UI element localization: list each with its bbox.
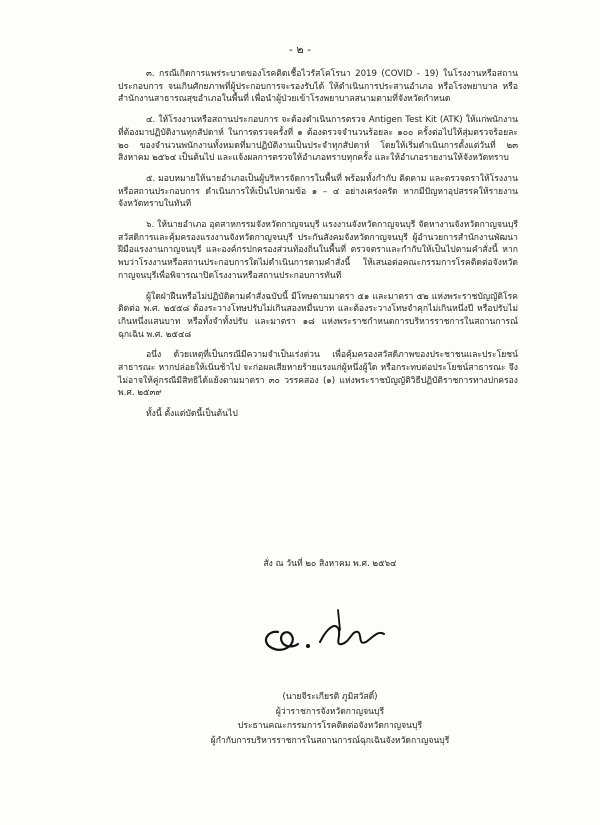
paragraph-item-3: ๓. กรณีเกิดการแพร่ระบาดของโรคติดเชื้อไวรัสโคโรนา 2019 (COVID - 19) ในโรงงานหรือสถานประกอบการ จนเกินศักยภาพที่ผู้ประกอบการจะรองรับได้ ให้ดำเนินการประสานอำเภอ หรือโรงพยาบาล หรือสำนักงานสาธารณสุขอำเภอในพื้นที่ เพื่อนำผู้ป่วยเข้าโรงพยาบาลสนามตามที่จังหวัดกำหนด <box>118 69 518 105</box>
signer-position-governor: ผู้ว่าราชการจังหวัดกาญจนบุรี <box>275 706 385 717</box>
signer-name: (นายจีระเกียรติ ภูมิสวัสดิ์) <box>282 692 378 702</box>
paragraph-penalty: ผู้ใดฝ่าฝืนหรือไม่ปฏิบัติตามคำสั่งฉบับนี้ มีโทษตามมาตรา ๕๑ และมาตรา ๕๒ แห่งพระราชบัญญัติโรคติดต่อ พ.ศ. ๒๕๕๘ ต้องระวางโทษปรับไม่เกินสองหมื่นบาท และต้องระวางโทษจำคุกไม่เกินหนึ่งปี หรือปรับไม่เกินหนึ่งแสนบาท หรือทั้งจำทั้งปรับ และมาตรา ๑๘ แห่งพระราชกำหนดการบริหารราชการในสถานการณ์ฉุกเฉิน พ.ศ. ๒๕๔๘ <box>118 291 518 340</box>
paragraph-urgency: อนึ่ง ด้วยเหตุที่เป็นกรณีมีความจำเป็นเร่งด่วน เพื่อคุ้มครองสวัสดิภาพของประชาชนและประโยชน์สาธารณะ หากปล่อยให้เนิ่นช้าไป จะก่อผลเสียหายร้ายแรงแก่ผู้หนึ่งผู้ใด หรือกระทบต่อประโยชน์สาธารณะ จึงไม่อาจให้คู่กรณีมีสิทธิได้แย้งตามมาตรา ๓๐ วรรคสอง (๑) แห่งพระราชบัญญัติวิธีปฏิบัติราชการทางปกครอง พ.ศ. ๒๕๓๙ <box>118 350 518 399</box>
order-body <box>118 68 518 429</box>
signer-position-committee-chair: ประธานคณะกรรมการโรคติดต่อจังหวัดกาญจนบุรี <box>237 721 423 732</box>
order-date-line: สั่ง ณ วันที่ ๒๐ สิงหาคม พ.ศ. ๒๕๖๔ <box>263 559 397 569</box>
paragraph-item-5: ๕. มอบหมายให้นายอำเภอเป็นผู้บริหารจัดการในพื้นที่ พร้อมทั้งกำกับ ติดตาม และตรวจตราให้โรงงานหรือสถานประกอบการ ดำเนินการให้เป็นไปตามข้อ ๑ – ๔ อย่างเคร่งครัด หากมีปัญหาอุปสรรคให้รายงานจังหวัดทราบในทันที <box>118 173 518 210</box>
paragraph-effective: ทั้งนี้ ตั้งแต่บัดนี้เป็นต้นไป <box>146 409 238 420</box>
signature-block <box>130 690 530 748</box>
paragraph-item-6: ๖. ให้นายอำเภอ อุตสาหกรรมจังหวัดกาญจนบุรี แรงงานจังหวัดกาญจนบุรี จัดหางานจังหวัดกาญจนบุรี สวัสดิการและคุ้มครองแรงงานจังหวัดกาญจนบุรี ประกันสังคมจังหวัดกาญจนบุรี ผู้อำนวยการสำนักงานพัฒนาฝีมือแรงงานกาญจนบุรี และองค์กรปกครองส่วนท้องถิ่นในพื้นที่ ตรวจตราและกำกับให้เป็นไปตามคำสั่งนี้ หากพบว่าโรงงานหรือสถานประกอบการใดไม่ดำเนินการตามคำสั่งนี้ ให้เสนอต่อคณะกรรมการโรคติดต่อจังหวัดกาญจนบุรีเพื่อพิจารณาปิดโรงงานหรือสถานประกอบการทันที <box>118 220 518 281</box>
page-number: - ๒ - <box>288 43 312 56</box>
signer-position-emergency-supervisor: ผู้กำกับการบริหารราชการในสถานการณ์ฉุกเฉินจังหวัดกาญจนบุรี <box>210 735 450 746</box>
handwritten-signature <box>238 600 408 670</box>
paragraph-item-4: ๔. ให้โรงงานหรือสถานประกอบการ จะต้องดำเนินการตรวจ Antigen Test Kit (ATK) ให้แก่พนักงานที่ต้องมาปฏิบัติงานทุกสัปดาห์ ในการตรวจครั้งที่ ๑ ต้องตรวจจำนวนร้อยละ ๑๐๐ ครั้งต่อไปให้สุ่มตรวจร้อยละ ๒๐ ของจำนวนพนักงานทั้งหมดที่มาปฏิบัติงานเป็นประจำทุกสัปดาห์ โดยให้เริ่มดำเนินการตั้งแต่วันที่ ๒๓ สิงหาคม ๒๕๖๔ เป็นต้นไป และแจ้งผลการตรวจให้อำเภอทราบทุกครั้ง และให้อำเภอรายงานให้จังหวัดทราบ <box>118 115 518 164</box>
